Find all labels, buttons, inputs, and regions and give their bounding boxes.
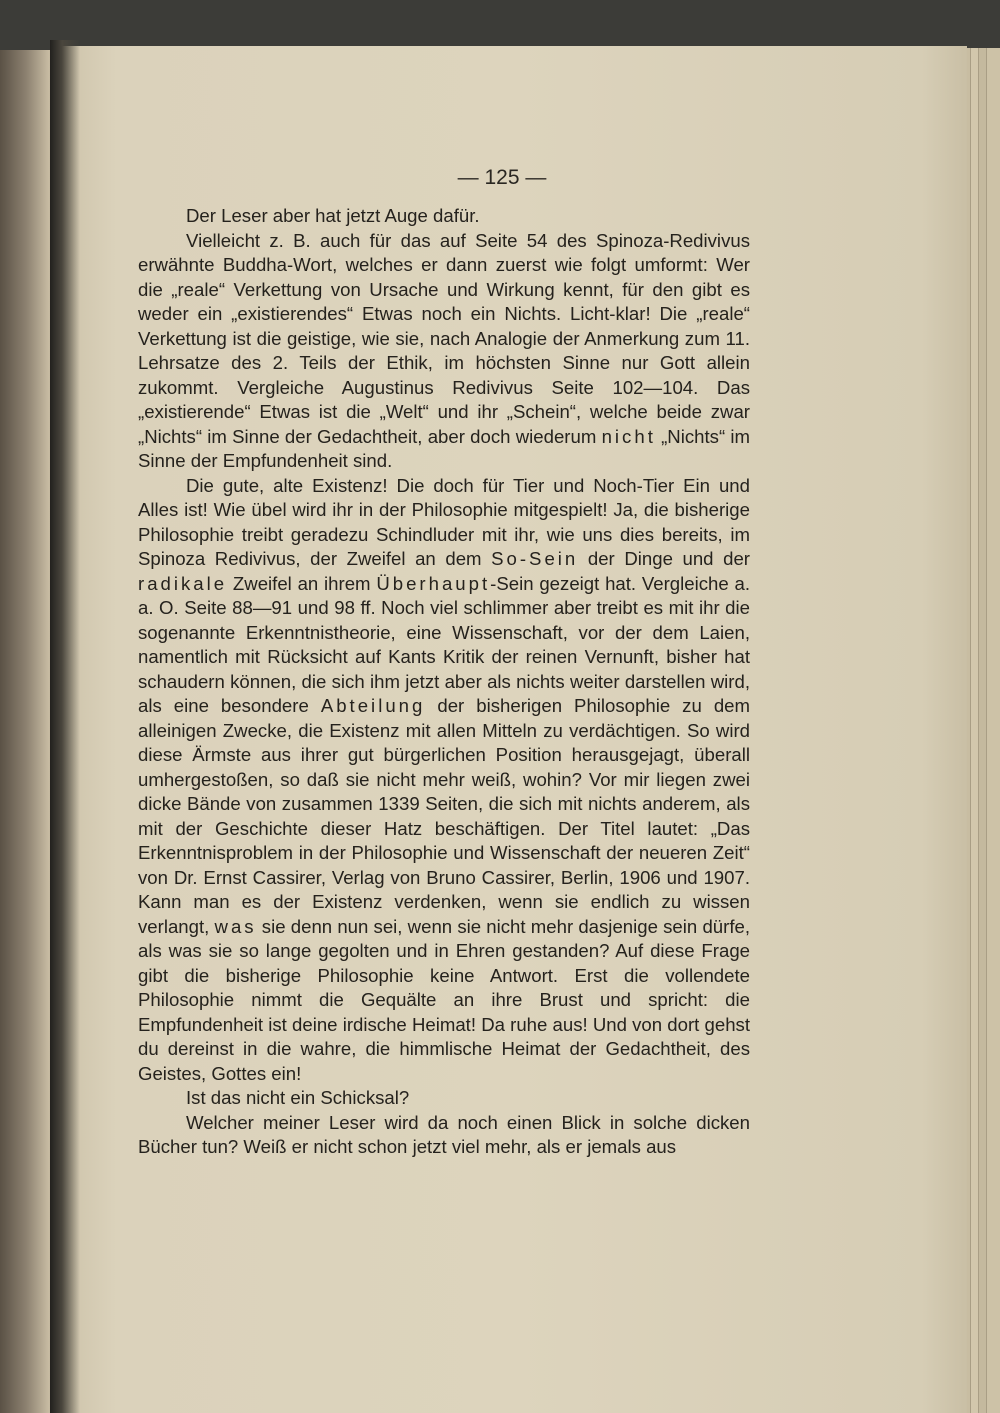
text-run: Vielleicht z. B. auch für das auf Seite 54 des Spinoza-Redivivus erwähnte Buddha-Wort, welches er dann zuerst wie folgt umformt: Wer die „reale“ Verkettung von Ursache und Wirkung kennt, für den gibt es weder ein „existierendes“ Etwas noch ein Nichts. Licht-klar! Die „reale“ Verkettung ist die geistige, wie sie, nach Analogie der Anmerkung zum 11. Lehrsatze des 2. Teils der Ethik, im höchsten Sinne nur Gott allein zukommt. Vergleiche Augustinus Redivivus Seite 102—104. Das „existierende“ Etwas ist die „Welt“ und ihr „Schein“, welche beide zwar „Nichts“ im Sinne der Gedachtheit, aber doch wiederum: [138, 229, 750, 447]
paragraph: [138, 1111, 750, 1160]
text-run: -Sein gezeigt hat. Vergleiche a. a. O. Seite 88—91 und 98 ff. Noch viel schlimmer aber treibt es mit ihr die sogenannte Erkenntnistheorie, eine Wissenschaft, vor der dem Laien, namentlich mit Rücksicht auf Kants Kritik der reinen Vernunft, bisher hat schaudern können, die sich ihm jetzt aber als nichts weiter darstellen wird, als eine besondere: [138, 572, 750, 716]
page-stack-edge: [986, 48, 1000, 1413]
emphasized-text: So-Sein: [491, 548, 579, 569]
page-number: — 125 —: [457, 166, 547, 189]
text-run: der Dinge und der: [578, 548, 750, 569]
text-run: Welcher meiner Leser wird da noch einen Blick in solche dicken Bücher tun? Weiß er nicht schon jetzt viel mehr, als er jemals aus: [138, 1111, 750, 1157]
text-run: Der Leser aber hat jetzt Auge dafür.: [186, 205, 480, 226]
text-run: „Nichts“ im Sinne der Empfundenheit sind.: [138, 425, 750, 471]
body-text: [138, 204, 750, 1160]
book-page: [62, 46, 967, 1413]
emphasized-text: radikale: [138, 572, 228, 594]
text-run: Zweifel an ihrem: [227, 572, 377, 594]
emphasized-text: nicht: [601, 425, 656, 447]
emphasized-text: Abteilung: [320, 695, 426, 716]
text-run: Ist das nicht ein Schicksal?: [186, 1087, 410, 1108]
emphasized-text: Überhaupt: [376, 572, 491, 594]
paragraph: [138, 1086, 750, 1111]
text-run: sie denn nun sei, wenn sie nicht mehr dasjenige sein dürfe, als was sie so lange gegolten und in Ehren gestanden? Auf diese Frage gibt die bisherige Philosophie keine Antwort. Erst die vollendete Philosophie nimmt die Gequälte an ihre Brust und spricht: die Empfundenheit ist deine irdische Heimat! Da ruhe aus! Und von dort gehst du dereinst in die wahre, die himmlische Heimat der Gedachtheit, des Geistes, Gottes ein!: [138, 915, 750, 1084]
paragraph: [138, 204, 750, 229]
text-run: der bisherigen Philosophie zu dem alleinigen Zwecke, die Existenz mit allen Mitteln zu verdächtigen. So wird diese Ärmste aus ihrer gut bürgerlichen Position herausgejagt, überall umhergestoßen, so daß sie nicht mehr weiß, wohin? Vor mir liegen zwei dicke Bände von zusammen 1339 Seiten, die sich mit nichts anderem, als mit der Geschichte dieser Hatz beschäftigen. Der Titel lautet: „Das Erkenntnisproblem in der Philosophie und Wissenschaft der neueren Zeit“ von Dr. Ernst Cassirer, Verlag von Bruno Cassirer, Berlin, 1906 und 1907. Kann man es der Existenz verdenken, wenn sie endlich zu wissen verlangt,: [138, 695, 750, 937]
paragraph: [138, 474, 750, 1087]
emphasized-text: was: [214, 915, 257, 937]
book-binding: [50, 40, 80, 1413]
text-run: Die gute, alte Existenz! Die doch für Tier und Noch-Tier Ein und Alles ist! Wie übel wird ihr in der Philosophie mitgespielt! Ja, die bisherige Philosophie treibt geradezu Schindluder mit ihr, wie uns dies bereits, im Spinoza Redivivus, der Zweifel an dem: [138, 474, 750, 569]
paragraph: [138, 229, 750, 474]
